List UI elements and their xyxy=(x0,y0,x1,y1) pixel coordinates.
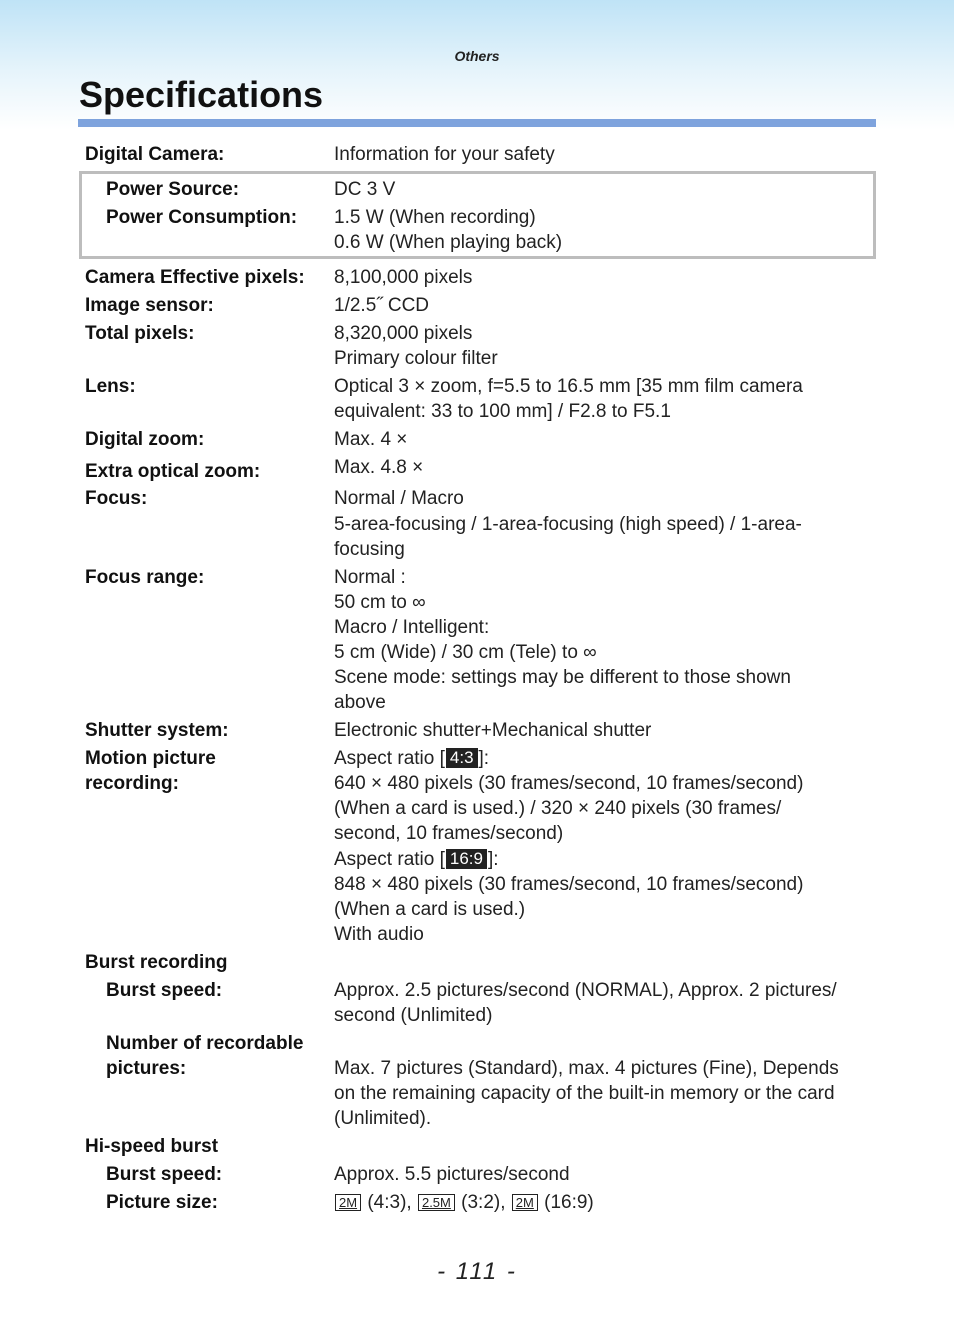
digital-zoom-value: Max. 4 × xyxy=(334,429,408,450)
power-consumption-recording: 1.5 W (When recording) xyxy=(334,207,536,228)
motion-picture-line: 848 × 480 pixels (30 frames/second, 10 frames/second) xyxy=(334,874,804,895)
total-pixels-label: Total pixels: xyxy=(85,323,195,344)
digital-camera-label: Digital Camera: xyxy=(85,144,225,165)
page-title: Specifications xyxy=(79,74,324,115)
focus-range-line: 50 cm to ∞ xyxy=(334,592,426,613)
aspect-prefix: Aspect ratio [ xyxy=(334,748,445,769)
motion-picture-line: 640 × 480 pixels (30 frames/second, 10 frames/second) xyxy=(334,773,804,794)
focus-range-line: Scene mode: settings may be different to those shown xyxy=(334,667,791,688)
focus-range-line: Normal : xyxy=(334,567,406,588)
focus-label: Focus: xyxy=(85,488,148,509)
effective-pixels-value: 8,100,000 pixels xyxy=(334,267,473,288)
picture-size-ratio: (4:3), xyxy=(362,1192,417,1213)
focus-range-line: 5 cm (Wide) / 30 cm (Tele) to ∞ xyxy=(334,642,597,663)
power-source-label: Power Source: xyxy=(106,179,240,200)
motion-picture-aspect-4-3 xyxy=(334,746,489,771)
picture-size-2-5m-text: 2.5M xyxy=(421,1195,451,1210)
recordable-pictures-line3: (Unlimited). xyxy=(334,1108,432,1129)
section-label: Others xyxy=(454,48,500,64)
title-divider xyxy=(78,119,876,127)
motion-picture-line: With audio xyxy=(334,924,424,945)
motion-picture-label-line2: recording: xyxy=(85,773,179,794)
picture-size-2m-text: 2M xyxy=(339,1195,358,1210)
motion-picture-label-line1: Motion picture xyxy=(85,748,216,769)
shutter-system-label: Shutter system: xyxy=(85,720,229,741)
hispeed-burst-speed-label: Burst speed: xyxy=(106,1164,223,1185)
extra-optical-zoom-value: Max. 4.8 × xyxy=(334,457,424,478)
picture-size-label: Picture size: xyxy=(106,1192,218,1213)
total-pixels-value: 8,320,000 pixels xyxy=(334,323,473,344)
focus-value-line2: 5-area-focusing / 1-area-focusing (high speed) / 1-area- xyxy=(334,514,802,535)
picture-size-value xyxy=(334,1190,594,1215)
picture-size-2-5m-icon xyxy=(418,1194,455,1211)
recordable-pictures-line1: Max. 7 pictures (Standard), max. 4 pictures (Fine), Depends xyxy=(334,1058,839,1079)
recordable-pictures-label-line1: Number of recordable xyxy=(106,1033,304,1054)
extra-optical-zoom-label: Extra optical zoom: xyxy=(85,461,261,482)
focus-range-line: above xyxy=(334,692,386,713)
picture-size-ratio: (3:2), xyxy=(455,1192,511,1213)
motion-picture-line: second, 10 frames/second) xyxy=(334,823,564,844)
color-filter-value: Primary colour filter xyxy=(334,348,498,369)
focus-range-line: Macro / Intelligent: xyxy=(334,617,490,638)
motion-picture-line: (When a card is used.) xyxy=(334,899,526,920)
picture-size-2m-wide-icon xyxy=(512,1194,538,1211)
picture-size-2m-wide-text: 2M xyxy=(515,1195,534,1210)
lens-value-line1: Optical 3 × zoom, f=5.5 to 16.5 mm [35 mm film camera xyxy=(334,376,803,397)
recordable-pictures-label-line2: pictures: xyxy=(106,1058,187,1079)
power-source-value: DC 3 V xyxy=(334,179,396,200)
burst-recording-label: Burst recording xyxy=(85,952,228,973)
picture-size-2m-icon xyxy=(335,1194,361,1211)
aspect-prefix: Aspect ratio [ xyxy=(334,849,445,870)
aspect-suffix: ]: xyxy=(478,748,490,769)
aspect-suffix: ]: xyxy=(487,849,499,870)
picture-size-ratio: (16:9) xyxy=(538,1192,594,1213)
digital-zoom-label: Digital zoom: xyxy=(85,429,205,450)
image-sensor-label: Image sensor: xyxy=(85,295,214,316)
hispeed-burst-label: Hi-speed burst xyxy=(85,1136,219,1157)
burst-speed-line2: second (Unlimited) xyxy=(334,1005,493,1026)
focus-range-label: Focus range: xyxy=(85,567,205,588)
motion-picture-line: (When a card is used.) / 320 × 240 pixels (30 frames/ xyxy=(334,798,782,819)
burst-speed-label: Burst speed: xyxy=(106,980,223,1001)
burst-speed-line1: Approx. 2.5 pictures/second (NORMAL), Approx. 2 pictures/ xyxy=(334,980,837,1001)
power-consumption-label: Power Consumption: xyxy=(106,207,298,228)
recordable-pictures-line2: on the remaining capacity of the built-in memory or the card xyxy=(334,1083,835,1104)
aspect-4-3-icon: 4:3 xyxy=(446,748,478,768)
digital-camera-value: Information for your safety xyxy=(334,144,555,165)
lens-label: Lens: xyxy=(85,376,136,397)
shutter-system-value: Electronic shutter+Mechanical shutter xyxy=(334,720,652,741)
hispeed-burst-speed-value: Approx. 5.5 pictures/second xyxy=(334,1164,570,1185)
effective-pixels-label: Camera Effective pixels: xyxy=(85,267,305,288)
aspect-16-9-icon: 16:9 xyxy=(446,849,487,869)
motion-picture-aspect-16-9 xyxy=(334,847,499,872)
lens-value-line2: equivalent: 33 to 100 mm] / F2.8 to F5.1 xyxy=(334,401,671,422)
page-number: - 111 - xyxy=(437,1258,517,1285)
focus-value-line1: Normal / Macro xyxy=(334,488,464,509)
image-sensor-value: 1/2.5˝ CCD xyxy=(334,295,430,316)
focus-value-line3: focusing xyxy=(334,539,405,560)
power-consumption-playback: 0.6 W (When playing back) xyxy=(334,232,563,253)
